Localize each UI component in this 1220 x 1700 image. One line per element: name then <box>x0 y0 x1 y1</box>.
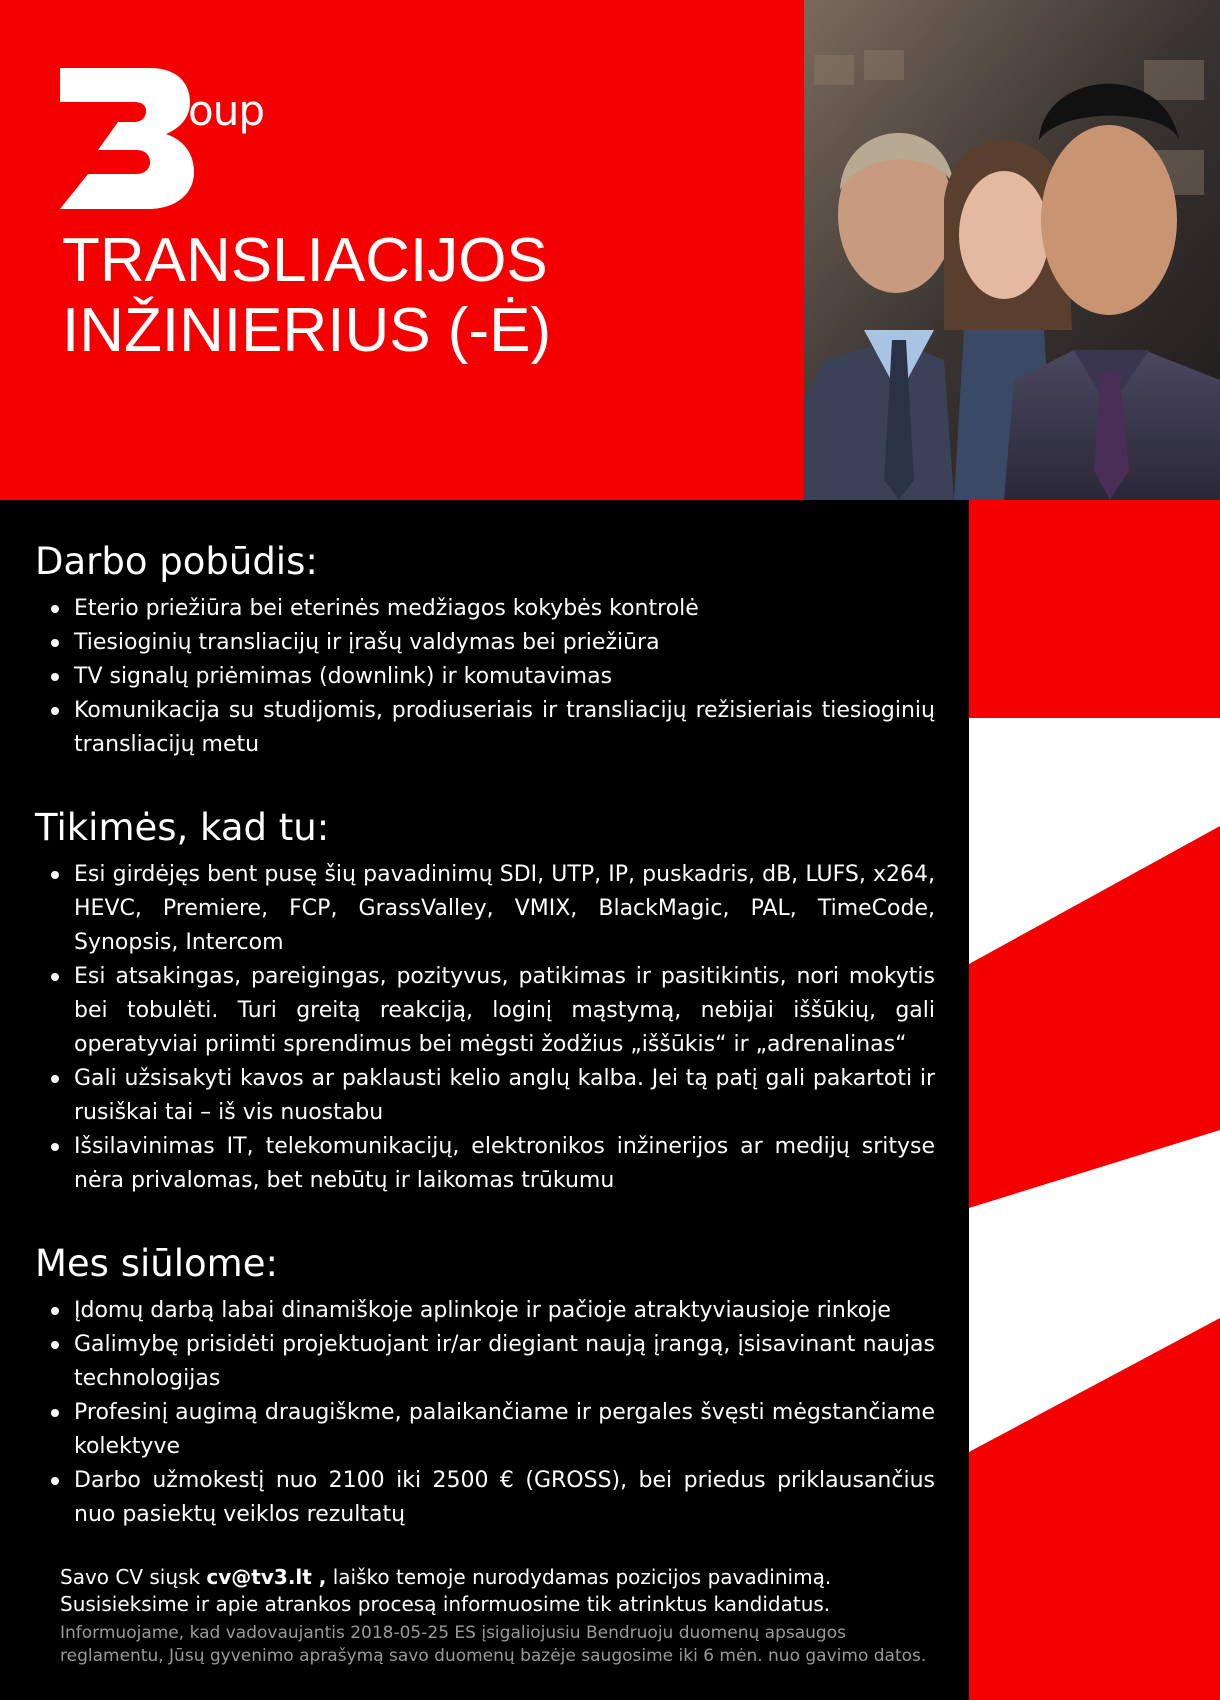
contact-suffix: laiško temoje nurodydamas pozicijos pavadinimą. <box>326 1565 832 1589</box>
header-banner <box>0 0 1220 500</box>
email-link[interactable]: cv@tv3.lt , <box>206 1565 327 1589</box>
decorative-stripes <box>969 500 1220 1700</box>
offer-heading: Mes siūlome: <box>35 1242 278 1285</box>
expect-list <box>35 858 935 1198</box>
list-item: Esi girdėjęs bent pusę šių pavadinimų SDI, UTP, IP, puskadris, dB, LUFS, x264, HEVC, Premiere, FCP, GrassValley, VMIX, BlackMagic, PAL, TimeCode, Synopsis, Intercom <box>74 858 935 960</box>
offer-list <box>35 1294 935 1532</box>
list-item: TV signalų priėmimas (downlink) ir komutavimas <box>74 660 935 694</box>
list-item: Eterio priežiūra bei eterinės medžiagos kokybės kontrolė <box>74 592 935 626</box>
job-description <box>35 538 935 1574</box>
cast-photo <box>804 0 1220 500</box>
list-item: Profesinį augimą draugiškme, palaikančiame ir pergales švęsti mėgstančiame kolektyve <box>74 1396 935 1464</box>
list-item: Gali užsisakyti kavos ar paklausti kelio anglų kalba. Jei tą patį gali pakartoti ir rusiškai tai – iš vis nuostabu <box>74 1062 935 1130</box>
contact-line-2: Susisieksime ir apie atrankos procesą informuosime tik atrinktus kandidatus. <box>60 1592 831 1616</box>
contact-prefix: Savo CV siųsk <box>60 1565 207 1589</box>
page-title <box>62 226 782 366</box>
expect-section <box>35 804 935 1198</box>
offer-section <box>35 1240 935 1532</box>
title-line-1: TRANSLIACIJOS <box>62 226 548 295</box>
list-item: Galimybę prisidėti projektuojant ir/ar diegiant naują įrangą, įsisavinant naujas technologijas <box>74 1328 935 1396</box>
list-item: Tiesioginių transliacijų ir įrašų valdymas bei priežiūra <box>74 626 935 660</box>
list-item: Išsilavinimas IT, telekomunikacijų, elektronikos inžinerijos ar medijų srityse nėra privalomas, bet nebūtų ir laikomas trūkumu <box>74 1130 935 1198</box>
expect-heading: Tikimės, kad tu: <box>35 806 330 849</box>
duties-list <box>35 592 935 762</box>
list-item: Įdomų darbą labai dinamiškoje aplinkoje ir pačioje atraktyviausioje rinkoje <box>74 1294 935 1328</box>
gdpr-notice: Informuojame, kad vadovaujantis 2018-05-25 ES įsigaliojusiu Bendruoju duomenų apsaugos reglamentu, Jūsų gyvenimo aprašymą savo duomenų bazėje saugosime iki 6 mėn. nuo gavimo datos. <box>60 1623 927 1666</box>
logo-wordmark: group <box>147 86 264 135</box>
contact-line-1 <box>60 1564 940 1591</box>
duties-section <box>35 538 935 762</box>
list-item: Komunikacija su studijomis, prodiuseriais ir transliacijų režisieriais tiesioginių transliacijų metu <box>74 694 935 762</box>
list-item: Darbo užmokestį nuo 2100 iki 2500 € (GROSS), bei priedus priklausančius nuo pasiektų veiklos rezultatų <box>74 1464 935 1532</box>
duties-heading: Darbo pobūdis: <box>35 540 318 583</box>
contact-info <box>60 1564 940 1618</box>
title-line-2: INŽINIERIUS (-Ė) <box>62 296 552 365</box>
list-item: Esi atsakingas, pareigingas, pozityvus, patikimas ir pasitikintis, nori mokytis bei tobulėti. Turi greitą reakciją, loginį mąstymą, nebijai iššūkių, gali operatyviai priimti sprendimus bei mėgsti žodžius „iššūkis“ ir „adrenalinas“ <box>74 960 935 1062</box>
